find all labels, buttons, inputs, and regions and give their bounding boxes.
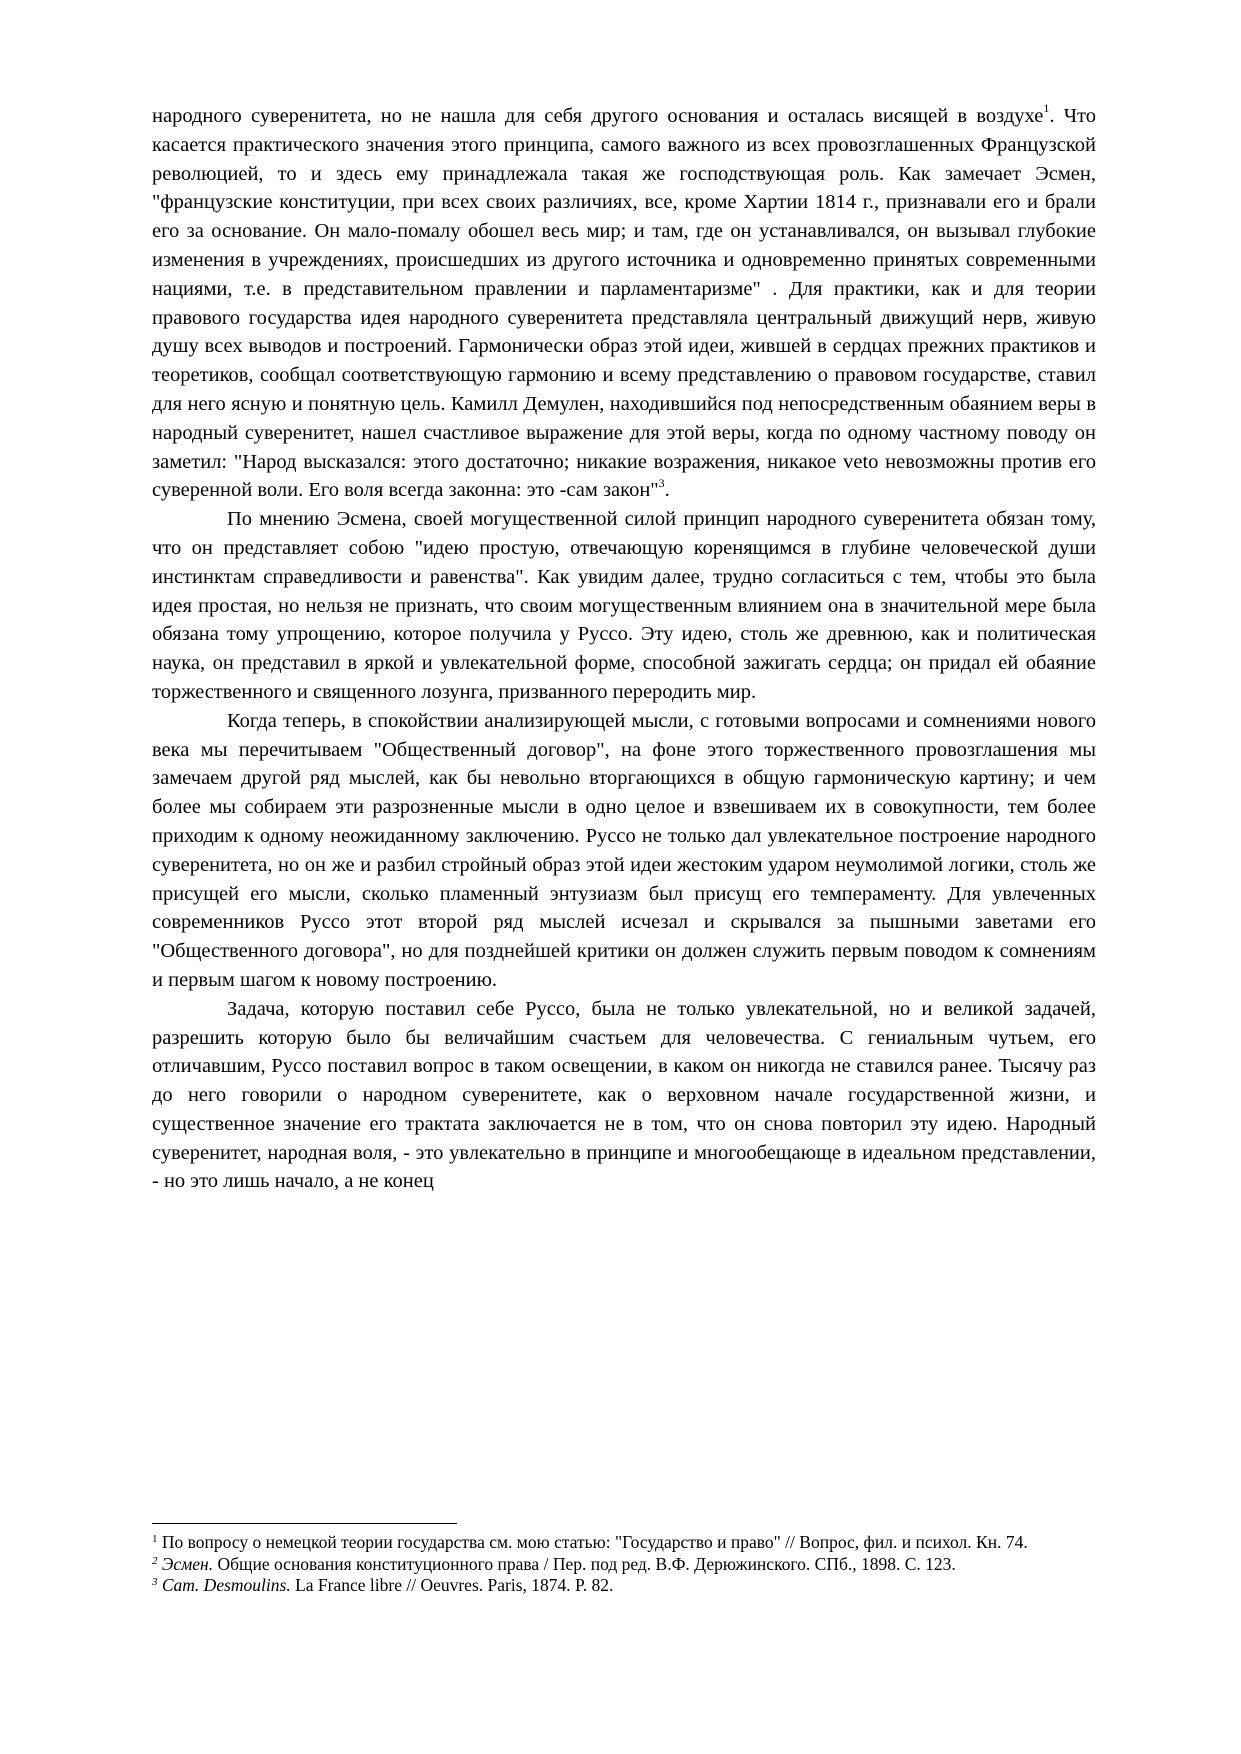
footnote-1-number: 1 (152, 1533, 158, 1545)
footnote-3-number: 3 (152, 1576, 158, 1588)
footnote-2-number: 2 (152, 1554, 158, 1567)
footnotes (152, 1532, 1096, 1597)
paragraph-1-text-c: . (664, 479, 670, 502)
footnote-2 (152, 1554, 1096, 1576)
footnote-3 (152, 1575, 1096, 1597)
main-text (152, 102, 1096, 1196)
paragraph-3: Когда теперь, в спокойствии анализирующей мысли, с готовыми вопросами и сомнениями нового века мы перечитываем "Общественный договор", на фоне этого торжественного провозглашения мы замечаем другой ряд мыслей, как бы невольно вторгающихся в общую гармоническую картину; и чем более мы собираем эти разрозненные мысли в одно целое и взвешиваем их в совокупности, тем более приходим к одному неожиданному заключению. Руссо не только дал увлекательное построение народного суверенитета, но он же и разбил стройный образ этой идеи жестоким ударом неумолимой логики, столь же присущей его мысли, сколько пламенный энтузиазм был присущ его темпераменту. Для увлеченных современников Руссо этот второй ряд мыслей исчезал и скрывался за пышными заветами его "Общественного договора", но для позднейшей критики он должен служить первым поводом к сомнениям и первым шагом к новому построению. (152, 709, 1096, 991)
footnote-1-text: По вопросу о немецкой теории государства см. мою статью: "Государство и право" // Вопрос, фил. и психол. Кн. 74. (157, 1532, 1028, 1552)
footnote-2-author: Эсмен. (157, 1553, 214, 1574)
paragraph-1 (152, 102, 1096, 505)
footnote-2-text: Общие основания конституционного права / Пер. под ред. В.Ф. Дерюжинского. СПб., 1898. С. 123. (213, 1553, 956, 1574)
paragraph-4: Задача, которую поставил себе Руссо, была не только увлекательной, но и великой задачей, разрешить которую было бы величайшим счастьем для человечества. С гениальным чутьем, его отличавшим, Руссо поставил вопрос в таком освещении, в каком он никогда не ставился ранее. Тысячу раз до него говорили о народном суверенитете, как о верховном начале государственной жизни, и существенное значение его трактата заключается не в том, что он снова повторил эту идею. Народный суверенитет, народная воля, - это увлекательно в принципе и многообещающе в идеальном представлении, - но это лишь начало, а не конец (152, 997, 1096, 1193)
footnote-ref-1[interactable]: 1 (1043, 101, 1050, 116)
footnote-3-text: La France libre // Oeuvres. Paris, 1874. P. 82. (290, 1575, 614, 1595)
paragraph-2: По мнению Эсмена, своей могущественной силой принцип народного суверенитета обязан тому, что он представляет собою "идею простую, отвечающую коренящимся в глубине человеческой души инстинктам справедливости и равенства". Как увидим далее, трудно согласиться с тем, чтобы это была идея простая, но нельзя не признать, что своим могущественным влиянием она в значительной мере была обязана тому упрощению, которое получила у Руссо. Эту идею, столь же древнюю, как и политическая наука, он представил в яркой и увлекательной форме, способной зажигать сердца; он придал ей обаяние торжественного и священного лозунга, призванного переродить мир. (152, 508, 1096, 703)
footnote-1 (152, 1532, 1096, 1554)
footnote-divider (152, 1523, 457, 1524)
footnote-ref-3[interactable]: 3 (658, 475, 665, 490)
footnote-3-author: Cam. Desmoulins. (157, 1575, 291, 1595)
paragraph-1-text-b: . Что касается практического значения этого принципа, самого важного из всех провозглашенных Французской революцией, то и здесь ему принадлежала такая же господствующая роль. Как замечает Эсмен, "французские конституции, при всех своих различиях, все, кроме Хартии 1814 г., признавали его и брали его за основание. Он мало-помалу обошел весь мир; и там, где он устанавливался, он вызывал глубокие изменения в учреждениях, происшедших из другого источника и одновременно принятых современными нациями, т.е. в представительном правлении и парламентаризме" . Для практики, как и для теории правового государства идея народного суверенитета представляла центральный движущий нерв, живую душу всех выводов и построений. Гармонически образ этой идеи, жившей в сердцах прежних практиков и теоретиков, сообщал соответствующую гармонию и всему представлению о правовом государстве, ставил для него ясную и понятную цель. Камилл Демулен, находившийся под непосредственным обаянием веры в народный суверенитет, нашел счастливое выражение для этой веры, когда по одному частному поводу он заметил: "Народ высказался: этого достаточно; никакие возражения, никакое veto невозможны против его суверенной воли. Его воля всегда законна: это -сам закон" (152, 105, 1096, 502)
paragraph-1-text-a: народного суверенитета, но не нашла для себя другого основания и осталась висящей в воздухе (152, 105, 1044, 127)
